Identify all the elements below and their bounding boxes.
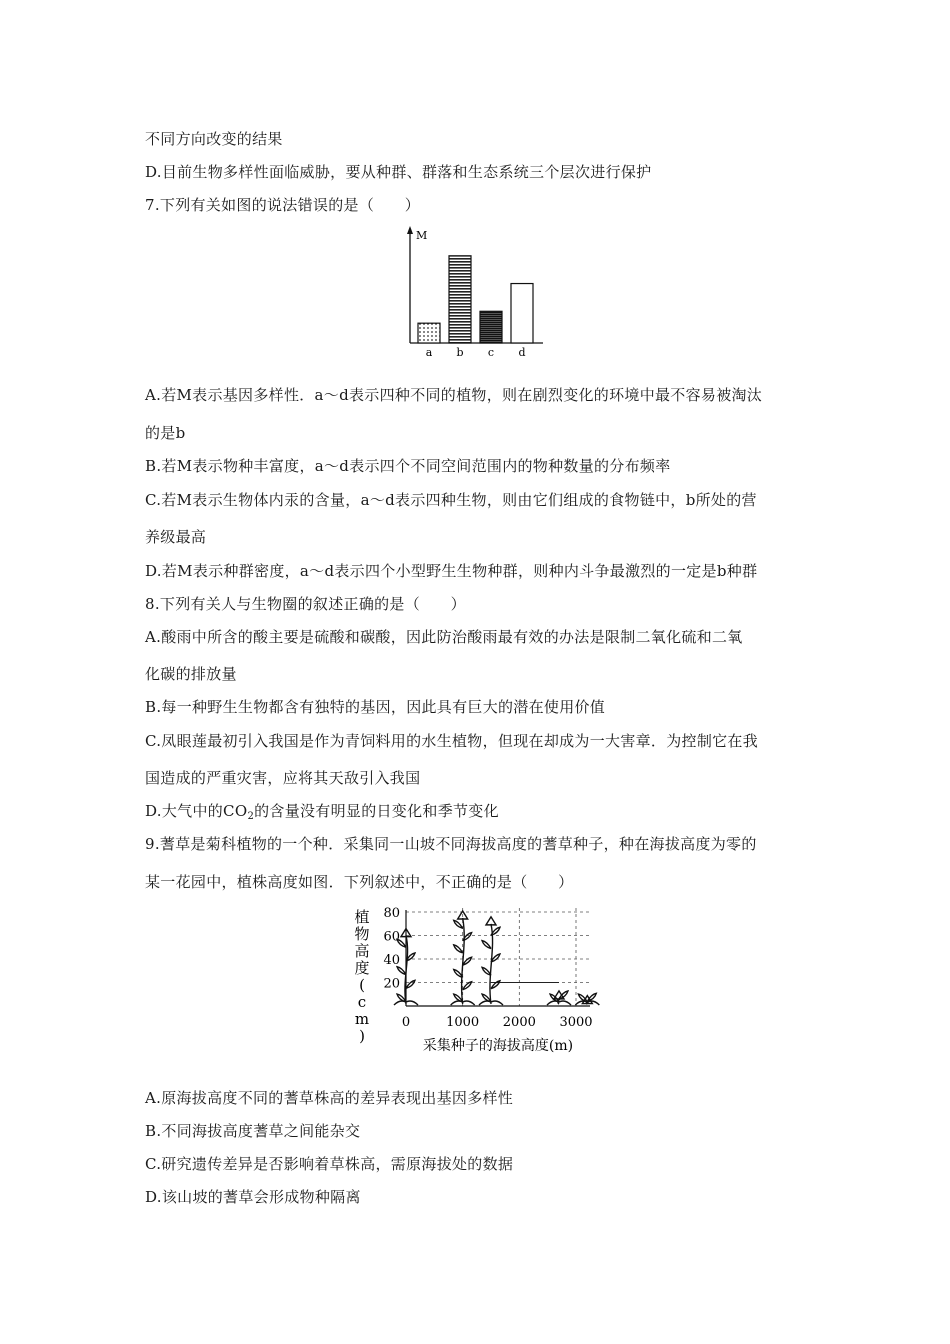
x-tick-label: d: [518, 346, 526, 359]
option-9b: B.不同海拔高度蓍草之间能杂交: [145, 1122, 361, 1140]
question-8: 8.下列有关人与生物圈的叙述正确的是（ ）: [145, 595, 466, 613]
text-line-2: D.目前生物多样性面临威胁，要从种群、群落和生态系统三个层次进行保护: [145, 163, 652, 181]
option-8d: [145, 801, 499, 827]
plant-mark: [547, 991, 571, 1005]
bar-b: [449, 256, 471, 343]
option-7b: B.若M表示物种丰富度，a～d表示四个不同空间范围内的物种数量的分布频率: [145, 457, 671, 475]
x-tick-label: 3000: [559, 1015, 593, 1030]
x-tick-label: c: [487, 346, 495, 359]
y-axis-arrow-icon: [407, 226, 413, 234]
question-7: 7.下列有关如图的说法错误的是（ ）: [145, 196, 421, 214]
option-8d-suffix: 的含量没有明显的日变化和季节变化: [254, 802, 499, 820]
plant-mark: [451, 911, 475, 1005]
y-tick-label: 40: [383, 953, 400, 968]
plant-mark: [575, 993, 599, 1005]
x-tick-label: b: [456, 346, 464, 359]
option-8d-prefix: D.大气中的CO: [145, 802, 248, 820]
option-9d: D.该山坡的蓍草会形成物种隔离: [145, 1188, 361, 1206]
y-axis-label: M: [416, 229, 428, 242]
y-tick-label: 60: [383, 929, 400, 945]
figure-9-plant-height-chart: [340, 902, 610, 1062]
co2-subscript: 2: [247, 811, 255, 822]
option-8a-line-2: 化碳的排放量: [145, 665, 237, 683]
option-8c-line-2: 国造成的严重灾害，应将其天敌引入我国: [145, 769, 421, 787]
bar-a: [418, 323, 440, 343]
x-tick-label: 0: [401, 1015, 411, 1030]
option-7c-line-2: 养级最高: [145, 528, 207, 546]
bar-c: [480, 311, 502, 343]
y-axis-label: 植物高度( c m ): [354, 908, 370, 1045]
x-tick-label: a: [425, 346, 433, 359]
figure-7-bar-chart: [398, 222, 548, 362]
option-9c: C.研究遗传差异是否影响着草株高，需原海拔处的数据: [145, 1155, 514, 1173]
question-9-line-2: 某一花园中，植株高度如图．下列叙述中，不正确的是（ ）: [145, 873, 574, 891]
option-7c-line-1: C.若M表示生物体内汞的含量，a～d表示四种生物，则由它们组成的食物链中，b所处的营: [145, 491, 757, 509]
text-line-1: 不同方向改变的结果: [145, 130, 283, 148]
option-8c-line-1: C.凤眼莲最初引入我国是作为青饲料用的水生植物，但现在却成为一大害章．为控制它在我: [145, 732, 759, 750]
option-9a: A.原海拔高度不同的蓍草株高的差异表现出基因多样性: [145, 1089, 514, 1107]
option-7d: D.若M表示种群密度，a～d表示四个小型野生生物种群，则种内斗争最激烈的一定是b种群: [145, 562, 758, 580]
bar-d: [511, 284, 533, 343]
question-9-line-1: 9.蓍草是菊科植物的一个种．采集同一山坡不同海拔高度的蓍草种子，种在海拔高度为零的: [145, 835, 757, 853]
x-tick-label: 2000: [502, 1015, 536, 1030]
y-tick-label: 20: [383, 976, 400, 992]
option-7a-line-2: 的是b: [145, 424, 186, 442]
option-8b: B.每一种野生生物都含有独特的基因，因此具有巨大的潜在使用价值: [145, 698, 606, 716]
plant-mark: [479, 917, 503, 1005]
y-tick-label: 80: [383, 906, 400, 921]
x-axis-label: 采集种子的海拔高度(m): [422, 1038, 574, 1054]
option-8a-line-1: A.酸雨中所含的酸主要是硫酸和碳酸，因此防治酸雨最有效的办法是限制二氧化硫和二氧: [145, 628, 743, 646]
option-7a-line-1: A.若M表示基因多样性．a～d表示四种不同的植物，则在剧烈变化的环境中最不容易被淘汰: [145, 386, 763, 404]
x-tick-label: 1000: [446, 1015, 480, 1030]
